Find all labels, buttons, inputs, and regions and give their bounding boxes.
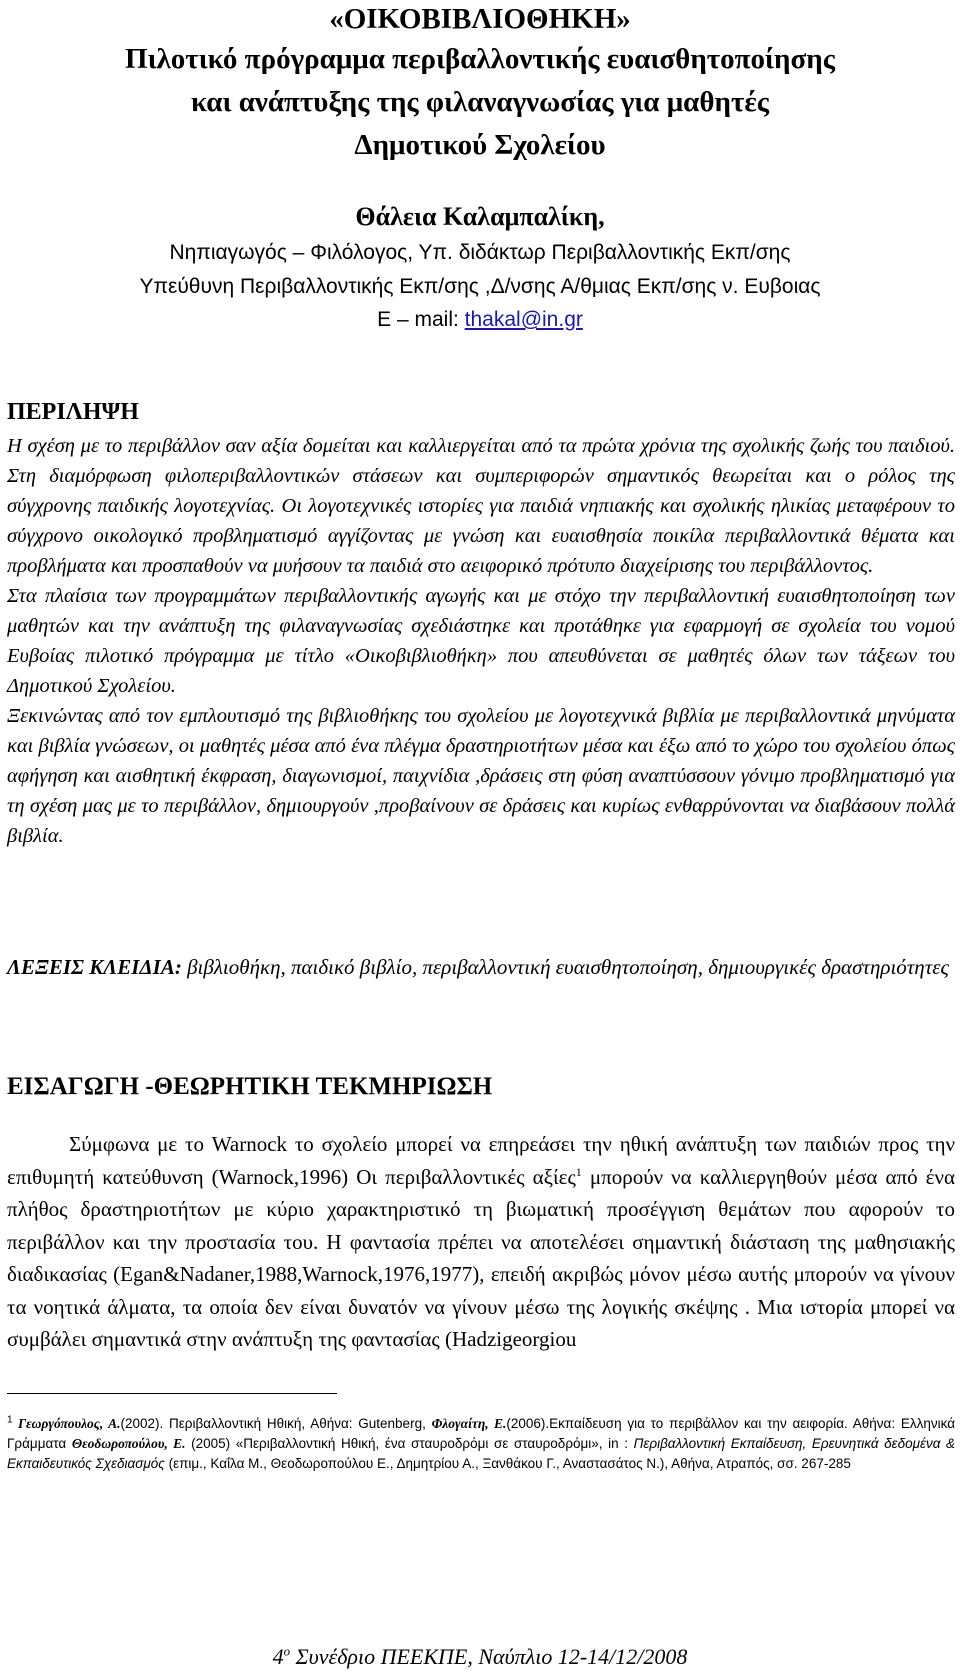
footnote-book-title: Περιβαλλοντική Εκπαίδευση, Ερευνητικά δεδομένα & Εκπαιδευτικός Σχεδιασμός <box>7 1436 955 1471</box>
paper-title-line-3: και ανάπτυξης της φιλαναγνωσίας για μαθητές <box>191 86 769 118</box>
footnote-segment: (επιμ., Καΐλα Μ., Θεοδωροπούλου Ε., Δημητρίου Α., Ξανθάκου Γ., Αναστασάτος Ν.), Αθήνα, Ατραπός, σσ. 267-285 <box>164 1456 851 1471</box>
footnote-separator <box>7 1393 337 1394</box>
introduction-heading: ΕΙΣΑΓΩΓΗ -ΘΕΩΡΗΤΙΚΗ ΤΕΚΜΗΡΙΩΣΗ <box>7 1073 493 1100</box>
author-email-line <box>0 305 960 335</box>
author-affiliation-2: Υπεύθυνη Περιβαλλοντικής Εκπ/σης ,Δ/νσης Α/θμιας Εκπ/σης ν. Ευβοιας <box>139 275 821 298</box>
paper-title-line-4: Δημοτικού Σχολείου <box>354 129 606 161</box>
footnote <box>7 1414 955 1474</box>
abstract-body <box>7 431 955 851</box>
abstract-paragraph: Στα πλαίσια των προγραμμάτων περιβαλλοντικής αγωγής και με στόχο την περιβαλλοντική ευαισθητοποίηση των μαθητών και την ανάπτυξη της φιλαναγνωσίας σχεδιάστηκε και προτάθηκε για εφαρμογή σε σχολεία του νομού Ευβοίας πιλοτικό πρόγραμμα με τίτλο «Οικοβιβλιοθήκη» που απευθύνεται σε μαθητές όλων των τάξεων του Δημοτικού Σχολείου. <box>7 585 955 697</box>
paper-title-line-2: Πιλοτικό πρόγραμμα περιβαλλοντικής ευαισθητοποίησης <box>125 43 835 75</box>
page-footer <box>0 1643 960 1671</box>
footnote-author: Φλογαίτη, Ε. <box>431 1416 507 1431</box>
introduction-paragraph <box>7 1128 955 1356</box>
footnote-number: 1 <box>7 1414 13 1426</box>
footnote-segment: (2005) «Περιβαλλοντική Ηθική, ένα σταυροδρόμι σε σταυροδρόμι», in : <box>185 1436 634 1451</box>
footnote-author: Θεοδωροπούλου, Ε. <box>71 1436 186 1451</box>
intro-text-1: Σύμφωνα με το Warnock το σχολείο μπορεί να επηρεάσει την ηθική ανάπτυξη των παιδιών προς την επιθυμητή κατεύθυνση (Warnock,1996) Οι περιβαλλοντικές αξίες <box>7 1132 955 1189</box>
paper-title-line-1: «ΟΙΚΟΒΙΒΛΙΟΘΗΚΗ» <box>329 3 631 35</box>
keywords-label: ΛΕΞΕΙΣ ΚΛΕΙΔΙΑ: <box>7 955 182 979</box>
keywords-text: βιβλιοθήκη, παιδικό βιβλίο, περιβαλλοντική ευαισθητοποίηση, δημιουργικές δραστηριότητες <box>181 955 950 979</box>
intro-text-2: μπορούν να καλλιεργηθούν μέσα από ένα πλήθος δραστηριοτήτων με κύριο χαρακτηριστικό τη βιωματική προσέγγιση θεμάτων που αφορούν το περιβάλλον και την προστασία του. Η φαντασία πρέπει να αποτελέσει σημαντική διάσταση της μαθησιακής διαδικασίας (Egan&Nadaner,1988,Warnock,1976,1977), επειδή ακριβώς μόνον μέσω αυτής μπορούν να γίνουν τα νοητικά άλματα, τα οποία δεν είναι δυνατόν να γίνουν μέσω της λογικής σκέψης . Μια ιστορία μπορεί να συμβάλει σημαντικά στην ανάπτυξη της φαντασίας (Hadzigeorgiou <box>7 1164 955 1351</box>
email-label: E – mail: <box>377 308 465 331</box>
footer-ordinal-suffix: ο <box>283 1643 291 1659</box>
author-name: Θάλεια Καλαμπαλίκη, <box>355 202 605 231</box>
footnote-segment: (2006).Εκπαίδευση για το περιβάλλον και την αειφορία. Αθήνα: Ελληνικά Γράμματα <box>7 1416 956 1451</box>
email-link[interactable]: thakal@in.gr <box>464 308 583 331</box>
author-affiliation-1: Νηπιαγωγός – Φιλόλογος, Υπ. διδάκτωρ Περιβαλλοντικής Εκπ/σης <box>169 241 791 264</box>
abstract-paragraph: Ξεκινώντας από τον εμπλουτισμό της βιβλιοθήκης του σχολείου με λογοτεχνικά βιβλία με περιβαλλοντικά μηνύματα και βιβλία γνώσεων, οι μαθητές μέσα από ένα πλέγμα δραστηριοτήτων μέσα και έξω από το χώρο του σχολείου όπως αφήγηση και αισθητική έκφραση, διαγωνισμοί, παιχνίδια ,δράσεις στη φύση αναπτύσσουν γόνιμο προβληματισμό για τη σχέση μας με το περιβάλλον, δημιουργούν ,προβαίνουν σε δράσεις και κυρίως ενθαρρύνονται να διαβάσουν πολλά βιβλία. <box>7 705 955 847</box>
footnote-author: Γεωργόπουλος, Α. <box>12 1416 121 1431</box>
footer-ordinal: 4 <box>272 1644 284 1669</box>
footer-conference: Συνέδριο ΠΕΕΚΠΕ, Ναύπλιο 12-14/12/2008 <box>290 1644 688 1669</box>
introduction-body <box>7 1128 955 1356</box>
footnote-segment: (2002). Περιβαλλοντική Ηθική, Αθήνα: Gutenberg, <box>120 1416 432 1431</box>
keywords <box>7 951 955 983</box>
footnote-text <box>7 1414 955 1474</box>
abstract-paragraph: Η σχέση με το περιβάλλον σαν αξία δομείται και καλλιεργείται από τα πρώτα χρόνια της σχολικής ζωής του παιδιού. Στη διαμόρφωση φιλοπεριβαλλοντικών στάσεων και συμπεριφορών σημαντικός θεωρείται και ο ρόλος της σύγχρονης παιδικής λογοτεχνίας. Οι λογοτεχνικές ιστορίες για παιδιά νηπιακής και σχολικής ηλικίας μεταφέρουν το σύγχρονο οικολογικό προβληματισμό αγγίζοντας με γνώση και ευαισθησία ποικίλα περιβαλλοντικά θέματα και προβλήματα και προσπαθούν να μυήσουν τα παιδιά στο αειφορικό πρότυπο διαχείρισης του περιβάλλοντος. <box>7 435 955 577</box>
abstract-heading: ΠΕΡΙΛΗΨΗ <box>7 399 139 425</box>
footnote-reference[interactable]: 1 <box>575 1164 582 1179</box>
